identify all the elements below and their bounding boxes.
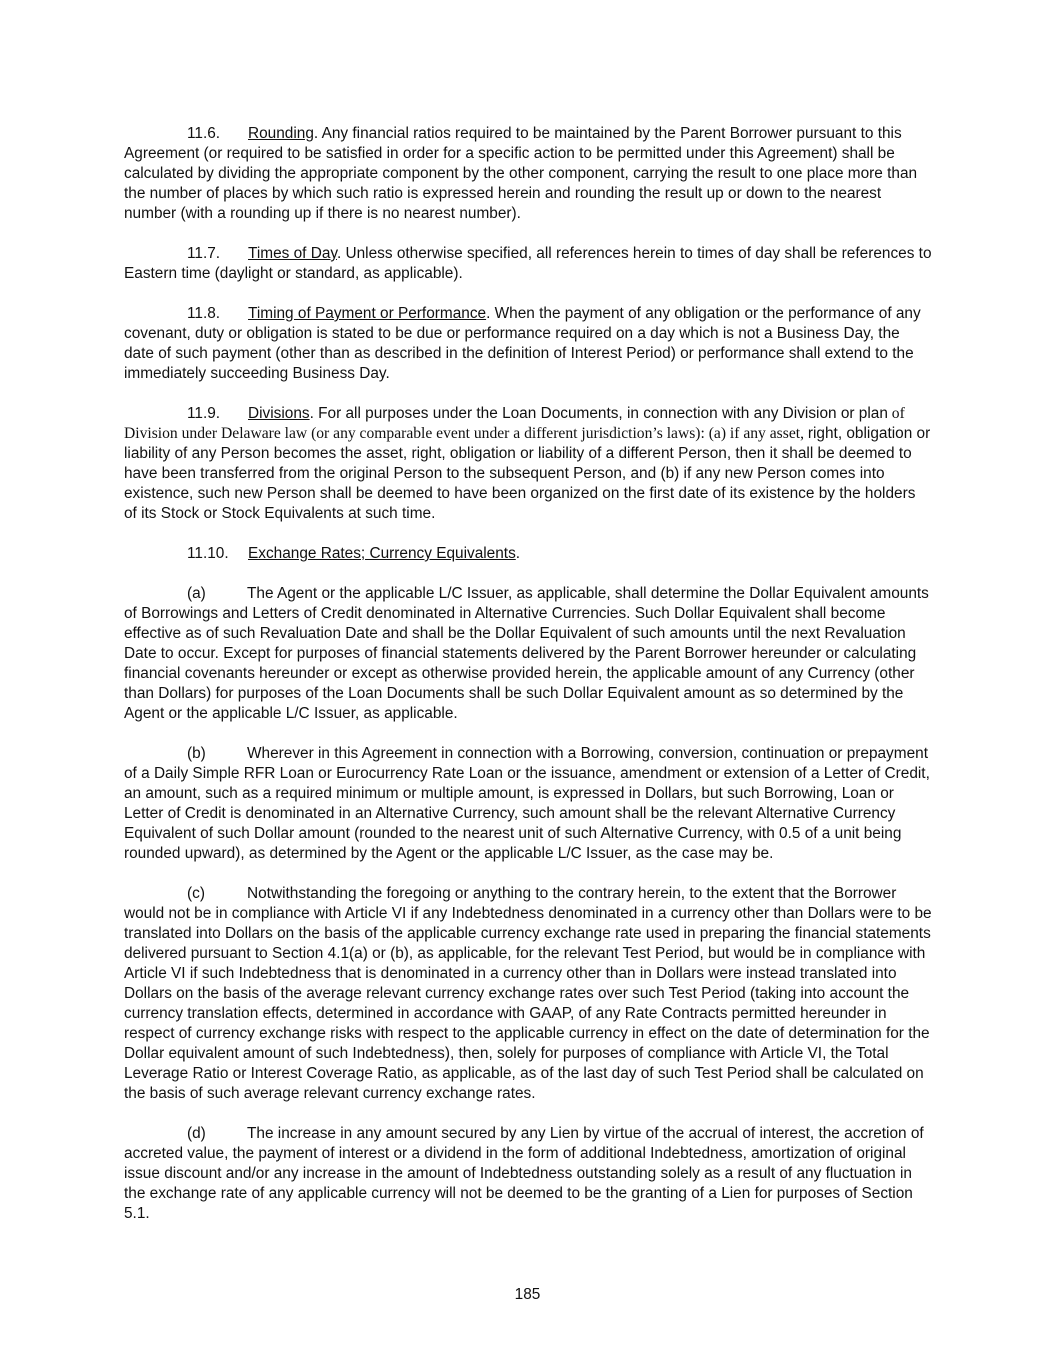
section-11-10 bbox=[124, 544, 932, 564]
section-number: 11.8. bbox=[187, 305, 221, 322]
section-number: 11.10. bbox=[187, 545, 229, 562]
subsection-text: The increase in any amount secured by any Lien by virtue of the accrual of interest, the accretion of accreted value, the payment of interest or a dividend in the form of additional Indebtedness, amortization of original issue discount and/or any increase in the amount of Indebtedness outstanding solely as a result of any fluctuation in the exchange rate of any applicable currency will not be deemed to be the granting of a Lien for purposes of Section 5.1. bbox=[124, 1125, 924, 1222]
section-text-serif: of Division under Delaware law (or any comparable event under a different jurisdiction’s laws): (a) if any asset, bbox=[124, 405, 905, 442]
section-heading: Exchange Rates; Currency Equivalents bbox=[248, 545, 516, 562]
subsection-a bbox=[124, 584, 932, 724]
subsection-label: (a) bbox=[187, 585, 206, 602]
subsection-label: (c) bbox=[187, 885, 205, 902]
section-text: . Any financial ratios required to be maintained by the Parent Borrower pursuant to this Agreement (or required to be satisfied in order for a specific action to be permitted under this Agreement) shall be calculated by dividing the appropriate component by the other component, carrying the result to one place more than the number of places by which such ratio is expressed herein and rounding the result up or down to the nearest number (with a rounding up if there is no nearest number). bbox=[124, 125, 918, 222]
section-heading: Times of Day bbox=[248, 245, 337, 262]
subsection-label: (d) bbox=[187, 1125, 206, 1142]
section-11-7 bbox=[124, 244, 932, 284]
subsection-text: The Agent or the applicable L/C Issuer, as applicable, shall determine the Dollar Equivalent amounts of Borrowings and Letters of Credit denominated in Alternative Currencies. Such Dollar Equivalent shall become effective as of such Revaluation Date and shall be the Dollar Equivalent of such amounts until the next Revaluation Date to occur. Except for purposes of financial statements delivered by the Parent Borrower hereunder or calculating financial covenants hereunder or except as otherwise provided herein, the applicable amount of any Currency (other than Dollars) for purposes of the Loan Documents shall be such Dollar Equivalent amount as so determined by the Agent or the applicable L/C Issuer, as applicable. bbox=[124, 585, 929, 722]
subsection-text: Wherever in this Agreement in connection with a Borrowing, conversion, continuation or prepayment of a Daily Simple RFR Loan or Eurocurrency Rate Loan or the issuance, amendment or extension of a Letter of Credit, an amount, such as a required minimum or multiple amount, is expressed in Dollars, but such Borrowing, Loan or Letter of Credit is denominated in an Alternative Currency, such amount shall be the relevant Alternative Currency Equivalent of such Dollar amount (rounded to the nearest unit of such Alternative Currency, with 0.5 of a unit being rounded upward), as determined by the Agent or the applicable L/C Issuer, as the case may be. bbox=[124, 745, 930, 862]
section-number: 11.7. bbox=[187, 245, 221, 262]
page-number: 185 bbox=[514, 1286, 541, 1303]
section-text: . When the payment of any obligation or the performance of any covenant, duty or obligation is stated to be due or performance required on a day which is not a Business Day, the date of such payment (other than as described in the definition of Interest Period) or performance shall extend to the immediately succeeding Business Day. bbox=[124, 305, 921, 382]
section-11-9 bbox=[124, 404, 932, 524]
subsection-c bbox=[124, 884, 932, 1104]
subsection-b bbox=[124, 744, 932, 864]
section-text: . For all purposes under the Loan Documents, in connection with any Division or plan bbox=[309, 405, 888, 422]
section-heading: Divisions bbox=[248, 405, 310, 422]
section-heading: Timing of Payment or Performance bbox=[248, 305, 487, 322]
section-heading: Rounding bbox=[248, 125, 314, 142]
section-11-8 bbox=[124, 304, 932, 384]
subsection-text: Notwithstanding the foregoing or anything to the contrary herein, to the extent that the Borrower would not be in compliance with Article VI if any Indebtedness denominated in a currency other than Dollars were to be translated into Dollars on the basis of the applicable currency exchange rate used in preparing the financial statements delivered pursuant to Section 4.1(a) or (b), as applicable, for the relevant Test Period, but would be in compliance with Article VI if such Indebtedness that is denominated in a currency other than in Dollars were instead translated into Dollars on the basis of the average relevant currency exchange rates over such Test Period (taking into account the currency translation effects, determined in accordance with GAAP, of any Rate Contracts permitted hereunder in respect of currency exchange risks with respect to the applicable currency in effect on the date of determination for the Dollar equivalent amount of such Indebtedness), then, solely for purposes of compliance with Article VI, the Total Leverage Ratio or Interest Coverage Ratio, as applicable, as of the last day of such Test Period shall be calculated on the basis of such average relevant currency exchange rates. bbox=[124, 885, 932, 1102]
section-text: . Unless otherwise specified, all references herein to times of day shall be references to Eastern time (daylight or standard, as applicable). bbox=[124, 245, 932, 282]
section-number: 11.6. bbox=[187, 125, 221, 142]
subsection-d bbox=[124, 1124, 932, 1224]
section-number: 11.9. bbox=[187, 405, 221, 422]
section-11-6 bbox=[124, 124, 932, 224]
section-text: right, obligation or liability of any Person becomes the asset, right, obligation or liability of a different Person, then it shall be deemed to have been transferred from the original Person to the subsequent Person, and (b) if any new Person comes into existence, such new Person shall be deemed to have been organized on the first date of its existence by the holders of its Stock or Stock Equivalents at such time. bbox=[124, 425, 931, 522]
subsection-label: (b) bbox=[187, 745, 206, 762]
section-text: . bbox=[515, 545, 521, 562]
page-body bbox=[124, 124, 932, 1244]
